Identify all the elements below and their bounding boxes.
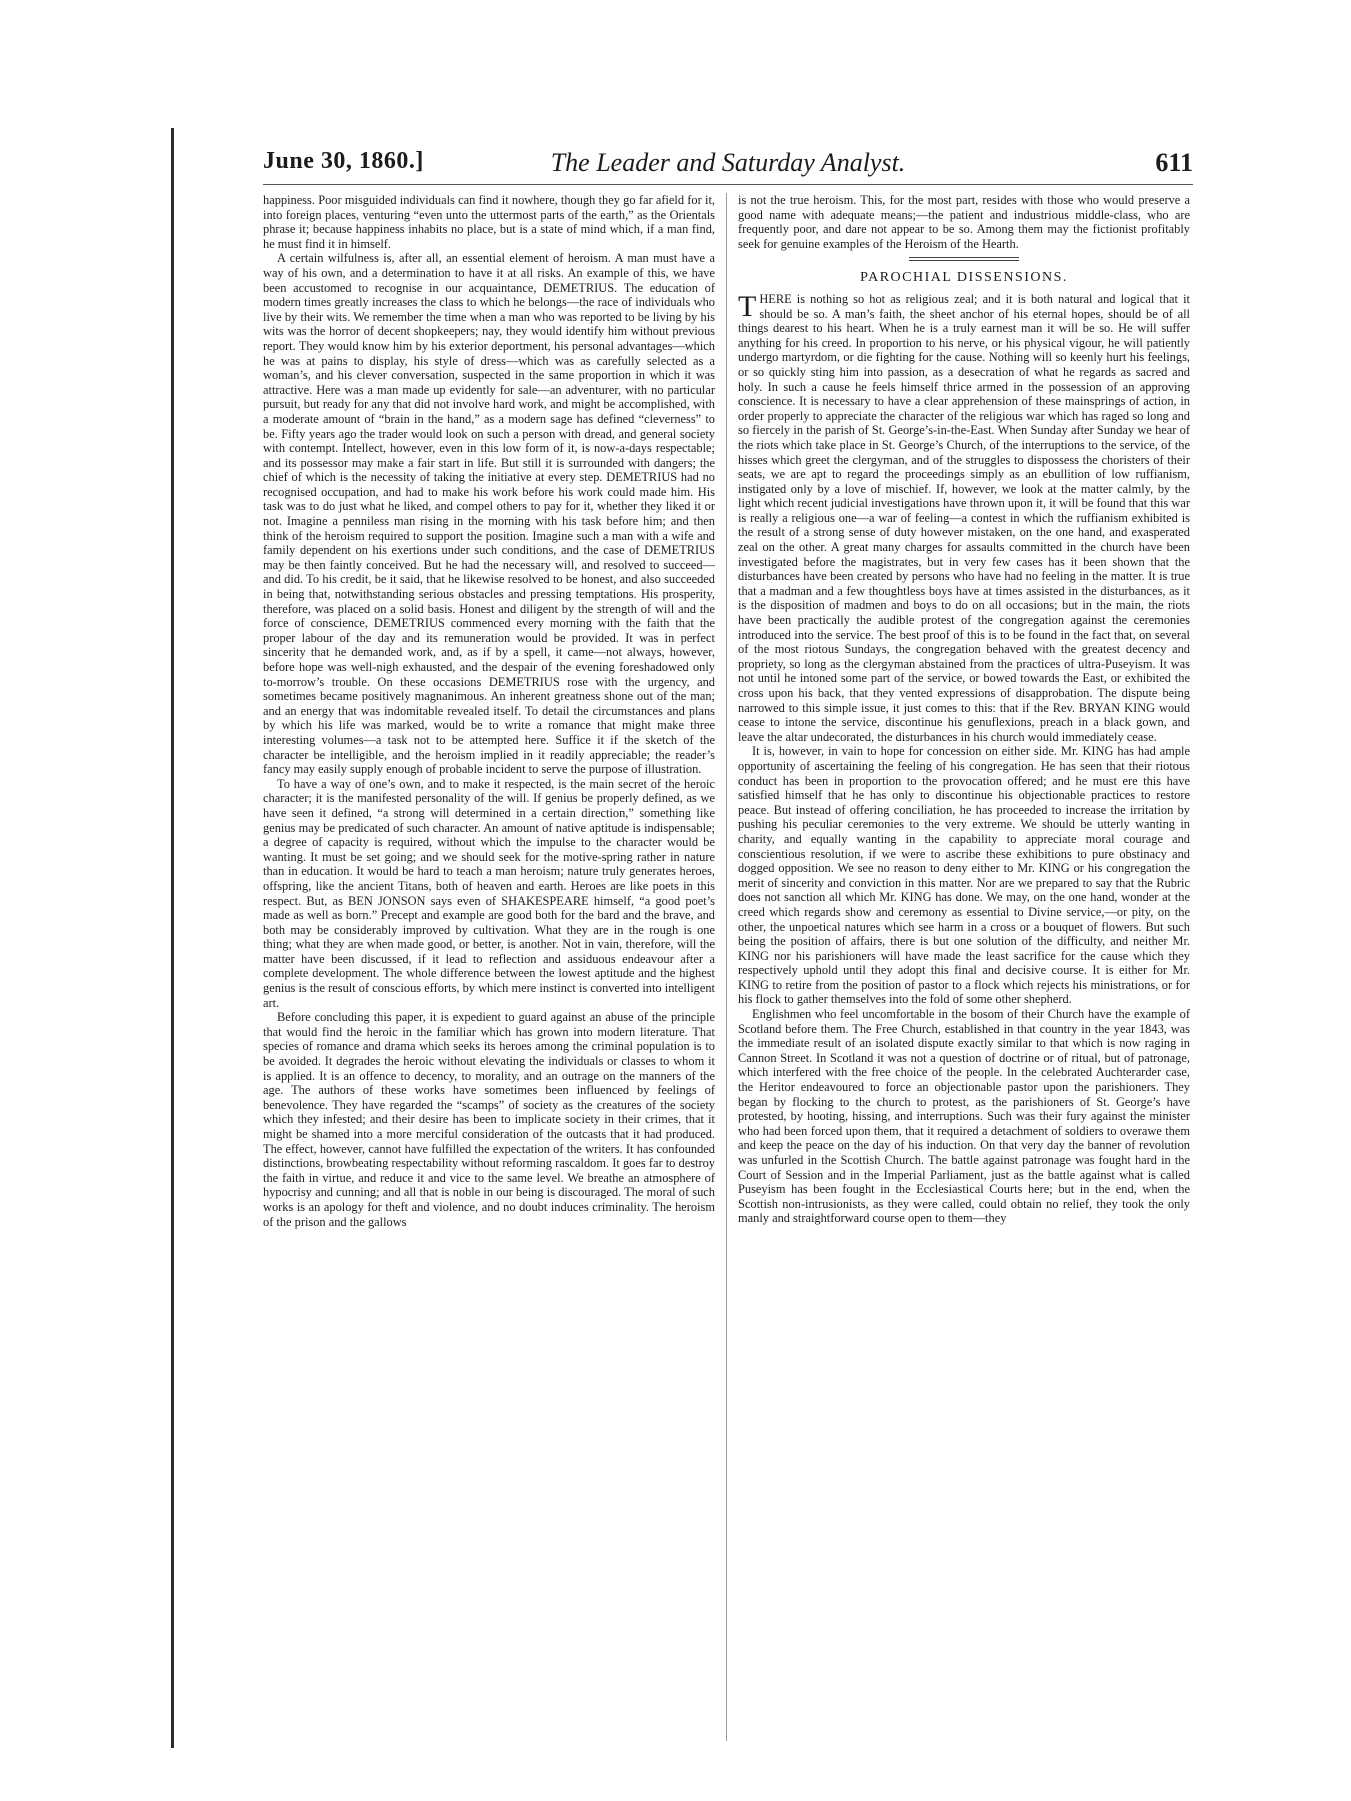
page-number: 611: [1155, 148, 1193, 177]
column-divider: [726, 193, 727, 1741]
section-rule: [909, 257, 1019, 261]
section-title: PAROCHIAL DISSENSIONS.: [860, 270, 1068, 286]
paragraph-text: HERE is nothing so hot as religious zeal; and it is both natural and logical that it should be so. A man’s faith, the sheet anchor of his eternal hopes, should be of all things dearest to his heart. When he is a truly earnest man it will be so. He will suffer anything for his creed. In proportion to his nerve, or his physical vigour, he will patiently undergo martyrdom, or die fighting for the cause. Nothing will so keenly hurt his feelings, or so quickly sting him into passion, as a desecration of what he regards as sacred and holy. In such a cause he feels himself thrice armed in the possession of an approving conscience. It is necessary to have a clear apprehension of these mainsprings of action, in order properly to appreciate the character of the religious war which has raged so long and so fiercely in the parish of St. George’s-in-the-East. When Sunday after Sunday we hear of the riots which take place in St. George’s Church, of the interruptions to the service, of the hisses which greet the clergyman, and of the struggles to dispossess the choristers of their seats, we are apt to regard the proceedings simply as an ebullition of low ruffianism, instigated only by a love of mischief. If, however, we look at the matter calmly, by the light which recent judicial investigations have thrown upon it, it will be found that this war is really a religious one—a war of feeling—a contest in which the ruffianism exhibited is the result of a strong sense of duty however mistaken, on the one hand, and exasperated zeal on the other. A great many charges for assaults committed in the church have been investigated before the magistrates, but in very few cases has it been shown that the disturbances have been created by persons who have had no feeling in the matter. It is true that a madman and a few thoughtless boys have at times assisted in the disturbances, as it is the disposition of madmen and boys to do on all occasions; but in the main, the riots have been practically the audible protest of the congregation against the ceremonies introduced into the service. The best proof of this is to be found in the fact that, on several of the most riotous Sundays, the congregation behaved with the greatest decency and propriety, so long as the clergyman abstained from the practices of ultra-Puseyism. It was not until he intoned some part of the service, or bowed towards the East, or exhibited the cross upon his back, that they vented expressions of disapprobation. The dispute being narrowed to this simple issue, it just comes to this: that if the Rev. BRYAN KING would cease to intone the service, discontinue his genuflexions, preach in a black gown, and leave the altar undecorated, the disturbances in his church would immediately cease.: [738, 291, 1190, 744]
paragraph: happiness. Poor misguided individuals can find it nowhere, though they go far afield for it, into foreign places, venturing “even unto the uttermost parts of the earth,” as the Orientals phrase it; because happiness inhabits no place, but is a state of mind which, if a man find, he must find it in himself.: [263, 193, 715, 251]
paragraph: Englishmen who feel uncomfortable in the bosom of their Church have the example of Scotland before them. The Free Church, established in that country in the year 1843, was the immediate result of an isolated dispute exactly similar to that which is now raging in Cannon Street. In Scotland it was not a question of doctrine or of ritual, but of patronage, which interfered with the free choice of the people. In the celebrated Auchterarder case, the Heritor endeavoured to force an objectionable pastor upon the parishioners. They began by flocking to the church to protest, as the parishioners of St. George’s have protested, by hooting, hissing, and interruptions. Such was their fury against the minister who had been forced upon them, that it required a detachment of soldiers to overawe them and keep the peace on the day of his induction. On that very day the banner of revolution was unfurled in the Scottish Church. The battle against patronage was fought hard in the Court of Session and in the Imperial Parliament, just as the battle against what is called Puseyism has been fought in the Ecclesiastical Courts here; but in the end, when the Scottish non-intrusionists, as they were called, could obtain no relief, they took the only manly and straightforward course open to them—they: [738, 1007, 1190, 1226]
paragraph: is not the true heroism. This, for the most part, resides with those who would preserve a good name with adequate means;—the patient and industrious middle-class, who are frequently poor, and dare not appear to be so. Among them may the fictionist profitably seek for genuine examples of the Heroism of the Hearth.: [738, 193, 1190, 251]
paragraph: A certain wilfulness is, after all, an essential element of heroism. A man must have a way of his own, and a determination to have it at all risks. An example of this, we have been accustomed to recognise in our acquaintance, DEMETRIUS. The education of modern times greatly increases the class to which he belongs—the race of individuals who live by their wits. We remember the time when a man who was reported to be living by his wits was the horror of decent shopkeepers; nay, they would identify him without previous report. They would know him by his exterior deportment, his personal advantages—which he was at pains to display, his style of dress—which was as carefully selected as a woman’s, and his clever conversation, suspected in the same proportion in which it was attractive. Here was a man made up evidently for sale—an adventurer, with no particular pursuit, but ready for any that did not involve hard work, and might be accomplished, with a moderate amount of “brain in the hand,” as a modern sage has defined “cleverness” to be. Fifty years ago the trader would look on such a person with dread, and general society with contempt. Intellect, however, even in this low form of it, is now-a-days respectable; and its possessor may make a fair start in life. But still it is surrounded with dangers; the chief of which is the necessity of taking the initiative at every step. DEMETRIUS had no recognised occupation, and had to make his work before his work could made him. His task was to do just what he liked, and compel others to pay for it, whether they liked it or not. Imagine a penniless man rising in the morning with his task before him; and then think of the heroism required to support the position. Imagine such a man with a wife and family dependent on his exertions under such conditions, and the case of DEMETRIUS may be then faintly conceived. But he had the necessary will, and resolved to succeed—and did. To his credit, be it said, that he likewise resolved to be honest, and also succeeded in being that, notwithstanding serious obstacles and pressing temptations. His prosperity, therefore, was placed on a solid basis. Honest and diligent by the strength of will and the force of conscience, DEMETRIUS commenced every morning with the faith that the proper labour of the day and its remuneration would be provided. It was in perfect sincerity that he demanded work, and, as if by a spell, it came—not always, however, before hope was well-nigh exhausted, and the despair of the evening foreshadowed only to-morrow’s trouble. On these occasions DEMETRIUS rose with the urgency, and sometimes became positively magnanimous. An inherent greatness shone out of the man; and an energy that was indomitable revealed itself. To detail the circumstances and plans by which his life was marked, would be to write a romance that might make three interesting volumes—a task not to be attempted here. Suffice it if the sketch of the character be intelligible, and the heroism implied in it readily appreciable; the reader’s fancy may easily supply enough of probable incident to serve the purpose of illustration.: [263, 251, 715, 777]
header-date: June 30, 1860.]: [263, 148, 424, 174]
page-edge-rule: [171, 128, 174, 1748]
paragraph: To have a way of one’s own, and to make it respected, is the main secret of the heroic character; it is the manifested personality of the will. If genius be properly defined, as we have seen it defined, “a strong will determined in a certain direction,” something like genius may be predicated of such character. An amount of native aptitude is indispensable; a degree of capacity is required, without which the impulse to the character would be wanting. It must be set going; and we should seek for the motive-spring rather in nature than in education. It would be hard to teach a man heroism; nature truly generates heroes, offspring, like the ancient Titans, both of heaven and earth. Heroes are like poets in this respect. But, as BEN JONSON says even of SHAKESPEARE himself, “a good poet’s made as well as born.” Precept and example are good both for the bard and the brave, and both may be considerably improved by cultivation. What they are in the rough is one thing; what they are when made good, or better, is another. Not in vain, therefore, will the matter have been discussed, if it lead to reflection and assiduous endeavour after a complete development. The whole difference between the lowest aptitude and the highest genius is the result of conscious efforts, by which mere instinct is converted into intelligent art.: [263, 776, 715, 1010]
header-title: The Leader and Saturday Analyst.: [550, 148, 906, 177]
running-header: [263, 148, 1193, 182]
paragraph: [738, 289, 1190, 744]
paragraph: Before concluding this paper, it is expedient to guard against an abuse of the principle that would find the heroic in the familiar which has grown into modern literature. That species of romance and drama which seeks its heroes among the criminal population is to be avoided. It degrades the heroic without elevating the individuals or classes to whom it is applied. It is an offence to decency, to morality, and an outrage on the manners of the age. The authors of these works have sometimes been influenced by feelings of benevolence. They have regarded the “scamps” of society as the creatures of the society which they infested; and their desire has been to implicate society in their crimes, that it might be shamed into a more merciful consideration of the outcasts that it had produced. The effect, however, cannot have fulfilled the expectation of the writers. It has confounded distinctions, browbeating respectability without reforming rascaldom. It goes far to destroy the faith in virtue, and reduce it and vice to the same level. We breathe an atmosphere of hypocrisy and cunning; and all that is noble in our being is discouraged. The moral of such works is an apology for theft and violence, and no doubt induces criminality. The heroism of the prison and the gallows: [263, 1010, 715, 1229]
left-column: [263, 193, 715, 1229]
paragraph: It is, however, in vain to hope for concession on either side. Mr. KING has had ample opportunity of ascertaining the feeling of his congregation. He has seen that their riotous conduct has been in proportion to the provocation offered; and he must ere this have satisfied himself that he has only to discontinue his objectionable practices to restore peace. But instead of offering conciliation, he has proceeded to increase the irritation by pushing his peculiar ceremonies to the very extreme. We should be utterly wanting in charity, and equally wanting in the capability to appreciate moral courage and conscientious resolution, if we were to ascribe these exhibitions to pure obstinacy and dogged opposition. We see no reason to deny either to Mr. KING or his congregation the merit of sincerity and conviction in this matter. Nor are we prepared to say that the Rubric does not sanction all which Mr. KING has done. We may, on the one hand, wonder at the creed which regards show and ceremony as essential to Divine service,—or pity, on the other, the unpoetical natures which see harm in a cross or a bouquet of flowers. But such being the position of affairs, there is but one solution of the difficulty, and neither Mr. KING nor his parishioners will have made the least sacrifice for the cause which they respectively uphold until they adopt this final and decisive course. It is either for Mr. KING to retire from the position of pastor to a flock which rejects his ministrations, or for his flock to gather themselves into the fold of some other shepherd.: [738, 744, 1190, 1007]
header-rule: [263, 184, 1193, 185]
drop-cap: T: [738, 289, 757, 323]
right-column: [738, 193, 1190, 1226]
